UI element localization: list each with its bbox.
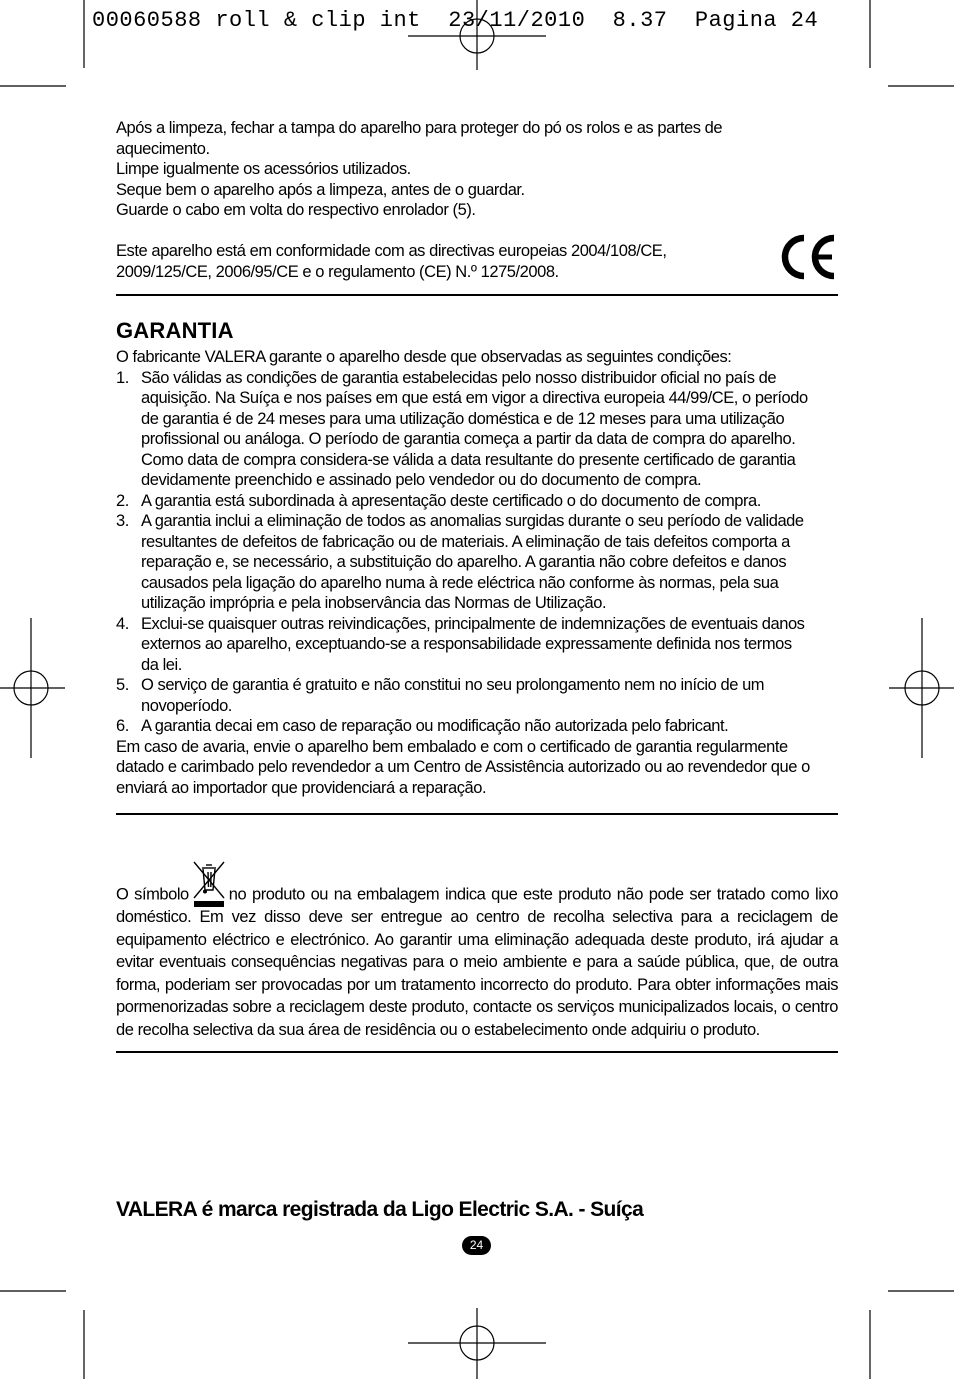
conformity-line: Este aparelho está em conformidade com as directivas europeias 2004/108/CE,: [116, 242, 667, 260]
cleaning-instructions: [116, 118, 838, 221]
weee-text-before: O símbolo: [116, 885, 189, 904]
list-line: novoperíodo.: [141, 696, 232, 715]
crossed-bin-icon: [191, 860, 227, 910]
list-item: [116, 511, 838, 614]
list-item: [116, 368, 838, 491]
list-line: resultantes de defeitos de fabricação ou de materiais. A eliminação de tais defeitos comporta a: [141, 532, 790, 551]
cleaning-line: Guarde o cabo em volta do respectivo enrolador (5).: [116, 201, 476, 219]
list-number: 3.: [116, 512, 129, 530]
garantia-closing-line: enviará ao importador que providenciará a reparação.: [116, 778, 487, 797]
section-divider: [116, 813, 838, 815]
list-number: 5.: [116, 676, 129, 694]
list-line: A garantia inclui a eliminação de todos as anomalias surgidas durante o seu período de validade: [141, 512, 804, 530]
list-line: da lei.: [141, 655, 182, 674]
list-line: devidamente preenchido e assinado pelo vendedor ou do documento de compra.: [141, 471, 702, 489]
cleaning-line: Limpe igualmente os acessórios utilizados.: [116, 160, 411, 178]
garantia-title: GARANTIA: [116, 318, 234, 343]
list-line: profissional ou análoga. O período de garantia começa a partir da data de compra do aparelho.: [141, 430, 796, 448]
section-divider: [116, 294, 838, 296]
garantia-conditions: [116, 368, 838, 737]
garantia-body: [116, 347, 838, 798]
trademark-notice: VALERA é marca registrada da Ligo Electric S.A. - Suíça: [116, 1198, 644, 1221]
list-line: aquisição. Na Suíça e nos países em que está em vigor a directiva europeia 44/99/CE, o período: [141, 389, 808, 407]
list-line: A garantia está subordinada à apresentação deste certificado o do documento de compra.: [141, 491, 761, 510]
list-line: de garantia é de 24 meses para uma utilização doméstica e de 12 meses para uma utilização: [141, 409, 785, 428]
conformity-statement: [116, 241, 756, 282]
list-line: Exclui-se quaisquer outras reivindicações, principalmente de indemnizações de eventuais danos: [141, 614, 805, 633]
list-line: O serviço de garantia é gratuito e não constitui no seu prolongamento nem no início de um: [141, 676, 765, 694]
list-item: [116, 675, 838, 716]
print-slug: 00060588 roll & clip int 23/11/2010 8.37 Pagina 24: [92, 8, 819, 33]
list-item: [116, 716, 838, 737]
list-line: Como data de compra considera-se válida a data resultante do presente certificado de garantia: [141, 450, 796, 469]
cleaning-line: Seque bem o aparelho após a limpeza, antes de o guardar.: [116, 180, 525, 199]
list-number: 6.: [116, 717, 129, 735]
list-item: [116, 614, 838, 676]
weee-notice: [116, 860, 838, 1042]
cleaning-line: Após a limpeza, fechar a tampa do aparelho para proteger do pó os rolos e as partes de: [116, 119, 723, 137]
list-number: 1.: [116, 368, 129, 387]
section-divider: [116, 1051, 838, 1053]
list-line: A garantia decai em caso de reparação ou modificação não autorizada pelo fabricant.: [141, 717, 729, 735]
list-line: São válidas as condições de garantia estabelecidas pelo nosso distribuidor oficial no país de: [141, 368, 777, 387]
garantia-closing-line: Em caso de avaria, envie o aparelho bem embalado e com o certificado de garantia regularmente: [116, 737, 788, 756]
ce-mark-icon: [776, 234, 838, 280]
garantia-closing-line: datado e carimbado pelo revendedor a um Centro de Assistência autorizado ou ao revendedor que o: [116, 758, 810, 776]
list-number: 4.: [116, 614, 129, 633]
list-item: [116, 491, 838, 512]
list-line: externos ao aparelho, exceptuando-se a responsabilidade expressamente definida nos termos: [141, 635, 792, 653]
list-line: reparação e, se necessário, a substituição do aparelho. A garantia não cobre defeitos e danos: [141, 553, 787, 571]
list-line: utilização imprópria e pela inobservância das Normas de Utilização.: [141, 594, 607, 612]
list-line: causados pela ligação do aparelho numa à rede eléctrica não conforme às normas, pela sua: [141, 573, 779, 592]
garantia-intro: O fabricante VALERA garante o aparelho desde que observadas as seguintes condições:: [116, 348, 732, 366]
page-number-badge: 24: [462, 1236, 491, 1255]
cleaning-line: aquecimento.: [116, 139, 210, 158]
conformity-line: 2009/125/CE, 2006/95/CE e o regulamento (CE) N.º 1275/2008.: [116, 262, 559, 281]
weee-text-after: no produto ou na embalagem indica que este produto não pode ser tratado como lixo doméstico. Em vez disso deve ser entregue ao centro de recolha selectiva para a reciclagem de equipamento eléctrico e electrónico. Ao garantir uma eliminação adequada deste produto, irá ajudar a evitar eventuais consequências negativas para o meio ambiente e para a saúde pública, que, de outra forma, poderiam ser provocadas por um tratamento incorrecto do produto. Para obter informações mais pormenorizadas sobre a reciclagem deste produto, contacte os serviços municipalizados locais, o centro de recolha selectiva da sua área de residência ou o estabelecimento onde adquiriu o produto.: [116, 885, 838, 1039]
list-number: 2.: [116, 491, 129, 510]
